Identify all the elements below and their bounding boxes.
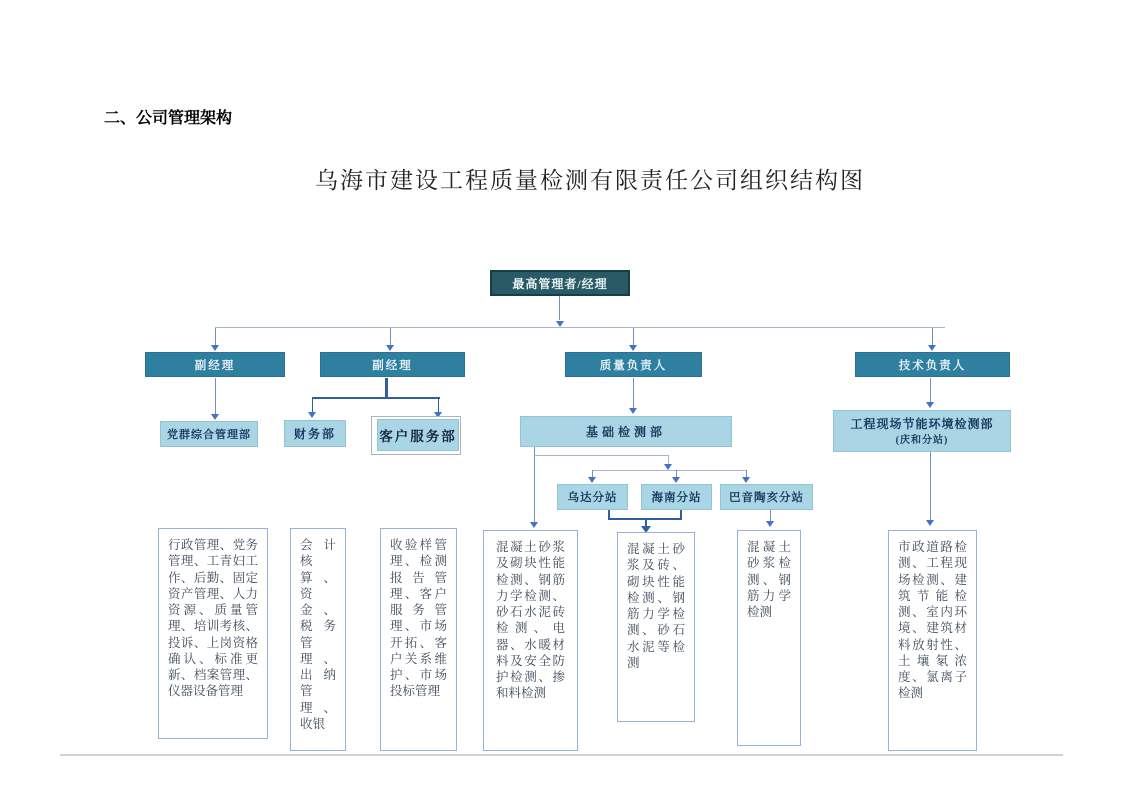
dept-sublabel: (庆和分站) bbox=[895, 434, 949, 446]
dept-label: 工程现场节能环境检测部 bbox=[850, 416, 994, 431]
arrow-down-icon bbox=[530, 522, 538, 528]
connector-line bbox=[559, 296, 560, 320]
org-box-customer-service-dept: 客户服务部 bbox=[377, 419, 459, 451]
duty-box-substation-bayintaohai: 混凝土砂浆检测、钢筋力学检测 bbox=[737, 530, 801, 746]
org-box-quality-lead: 质量负责人 bbox=[565, 352, 702, 377]
duty-box-basic-testing: 混凝土砂浆及砌块性能检测、钢筋力学检测、砂石水泥砖检测、电器、水暖材料及安全防护检测、掺和料检测 bbox=[483, 530, 578, 751]
connector-line bbox=[534, 447, 535, 522]
connector-line bbox=[534, 455, 668, 456]
org-box-technical-lead: 技术负责人 bbox=[855, 352, 1010, 377]
arrow-down-icon bbox=[926, 402, 934, 408]
connector-line bbox=[633, 328, 634, 345]
arrow-down-icon bbox=[629, 408, 637, 414]
org-box-wuda-substation: 乌达分站 bbox=[557, 484, 628, 510]
org-box-party-admin-dept: 党群综合管理部 bbox=[160, 421, 258, 447]
arrow-down-icon bbox=[588, 477, 596, 483]
connector-line bbox=[385, 378, 388, 398]
org-box-deputy-manager-1: 副经理 bbox=[145, 352, 285, 377]
org-chart-title: 乌海市建设工程质量检测有限责任公司组织结构图 bbox=[315, 168, 865, 193]
arrow-down-icon bbox=[928, 345, 936, 351]
arrow-down-icon bbox=[742, 477, 750, 483]
connector-line bbox=[932, 328, 933, 345]
org-box-bayintaohai-substation: 巴音陶亥分站 bbox=[720, 484, 813, 510]
org-box-basic-testing-dept: 基础检测部 bbox=[520, 416, 732, 447]
connector-line bbox=[633, 378, 634, 408]
connector-line bbox=[930, 378, 931, 402]
org-box-finance-dept: 财务部 bbox=[284, 420, 346, 447]
connector-line bbox=[592, 470, 746, 471]
duty-box-site-energy-env: 市政道路检测、工程现场检测、建筑节能检测、室内环境、建筑材料放射性、土壤氡浓度、氯离子检测 bbox=[888, 530, 977, 751]
arrow-down-icon bbox=[308, 412, 316, 418]
connector-line bbox=[312, 397, 440, 399]
connector-line bbox=[930, 452, 931, 520]
connector-line bbox=[438, 399, 439, 412]
org-box-hainan-substation: 海南分站 bbox=[641, 484, 712, 510]
connector-line bbox=[390, 328, 391, 345]
arrow-down-icon bbox=[672, 477, 680, 483]
arrow-down-icon bbox=[386, 345, 394, 351]
arrow-down-icon bbox=[926, 520, 934, 526]
section-divider bbox=[60, 754, 1063, 756]
connector-line bbox=[215, 327, 945, 328]
org-box-site-energy-env-dept bbox=[833, 410, 1011, 452]
org-box-top-manager: 最高管理者/经理 bbox=[490, 270, 630, 296]
connector-line bbox=[312, 399, 313, 412]
duty-box-substations-wuda-hainan: 混凝土砂浆及砖、砌块性能检测、钢筋力学检测、砂石水泥等检测 bbox=[617, 532, 695, 722]
duty-box-finance: 会计核算、资金、税务管理、出纳管理、收银 bbox=[290, 528, 346, 751]
connector-line bbox=[215, 328, 216, 345]
section-heading: 二、公司管理架构 bbox=[104, 110, 233, 127]
org-box-deputy-manager-2: 副经理 bbox=[320, 352, 465, 377]
duty-box-customer-service: 收验样管理、检测报告管理、客户服务管理、市场开拓、客户关系维护、市场投标管理 bbox=[380, 528, 457, 751]
arrow-down-icon bbox=[211, 345, 219, 351]
connector-line bbox=[668, 455, 669, 464]
arrow-down-icon bbox=[766, 521, 774, 527]
duty-box-party-admin: 行政管理、党务管理、工青妇工作、后勤、固定资产管理、人力资源、质量管理、培训考核、投诉、上岗资格确认、标准更新、档案管理、仪器设备管理 bbox=[158, 528, 268, 739]
connector-line bbox=[215, 378, 216, 414]
arrow-down-icon bbox=[629, 345, 637, 351]
arrow-down-icon bbox=[211, 414, 219, 420]
